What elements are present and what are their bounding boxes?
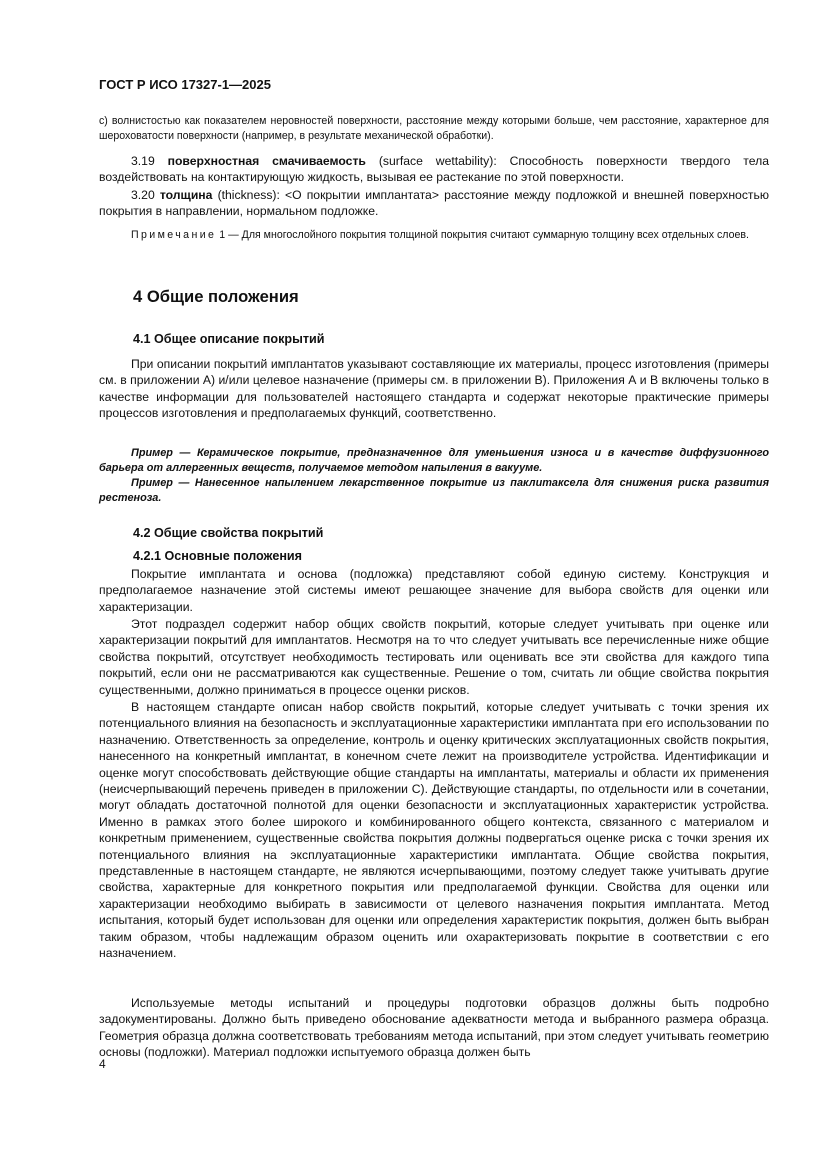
note-label: Примечание	[131, 229, 217, 241]
definition-term: толщина	[159, 188, 213, 202]
definition-3-20	[99, 187, 769, 220]
definition-number: 3.19	[131, 154, 168, 168]
paragraph-4: Используемые методы испытаний и процедуры подготовки образцов должны быть подробно задокументированы. Должно быть приведено обоснование адекватности метода и выбранного размера образца. Геометрия образца должна соответствовать требованиям метода испытаний, при этом следует учитывать геометрию основы (подложки). Материал подложки испытуемого образца должен быть	[99, 996, 769, 1060]
paragraph-c: с) волнистостью как показателем неровностей поверхности, расстояние между которыми больше, чем расстояние, характерное для шероховатости поверхности (например, в результате механической обработки).	[99, 115, 769, 142]
section-4-heading: 4 Общие положения	[133, 287, 299, 306]
note-text: 1 — Для многослойного покрытия толщиной покрытия считают суммарную толщину всех отдельных слоев.	[216, 229, 749, 241]
paragraph-2: Этот подраздел содержит набор общих свойств покрытий, которые следует учитывать при оценке или характеризации покрытий для имплантатов. Несмотря на то что следует учитывать все перечисленные ниже общие свойства покрытий, отсутствует необходимость тестировать или оценивать все эти свойства для каждого типа покрытий, если они не рассматриваются как существенные. Решение о том, считать ли общие свойства покрытия существенными, должно приниматься в процессе оценки рисков.	[99, 617, 769, 697]
page-number: 4	[99, 1057, 106, 1071]
document-header: ГОСТ Р ИСО 17327-1—2025	[99, 77, 271, 92]
definition-text: (thickness): <О покрытии имплантата> расстояние между подложкой и внешней поверхностью покрытия в направлении, нормальном подложке.	[99, 188, 770, 219]
example-1: Пример — Керамическое покрытие, предназначенное для уменьшения износа и в качестве диффузионного барьера от аллергенных веществ, получаемое методом напыления в вакууме.	[99, 447, 769, 474]
definition-3-19	[99, 153, 769, 186]
section-4-1-text: При описании покрытий имплантатов указывают составляющие их материалы, процесс изготовления (примеры см. в приложении А) и/или целевое назначение (примеры см. в приложении В). Приложения А и В включены только в качестве информации для пользователей настоящего стандарта и содержат некоторые практические примеры процессов изготовления и предполагаемых функций, соответственно.	[99, 357, 769, 421]
paragraph-3: В настоящем стандарте описан набор свойств покрытий, которые следует учитывать с точки зрения их потенциального влияния на безопасность и эксплуатационные характеристики имплантата при его использовании по назначению. Ответственность за определение, контроль и оценку критических эксплуатационных свойств покрытия, нанесенного на конкретный имплантат, в конечном счете лежит на производителе устройства. Идентификации и оценке могут способствовать действующие общие стандарты на имплантаты, материалы и области их применения (неисчерпывающий перечень приведен в приложении С). Действующие стандарты, по отдельности или в сочетании, могут обладать достаточной полнотой для оценки безопасности и эксплуатационных характеристик устройства. Именно в рамках этого более широкого и комбинированного общего контекста, связанного с материалом и конкретным применением, существенные свойства покрытия должны подвергаться оценке риска с точки зрения их потенциального влияния на эксплуатационные характеристики имплантата. Общие свойства покрытия, представленные в настоящем стандарте, не являются исчерпывающими, поэтому следует также учитывать другие свойства, характерные для конкретного покрытия или предполагаемой функции. Свойства для оценки или характеризации необходимо выбирать в зависимости от целевого назначения покрытия имплантата. Метод испытания, который будет использован для оценки или определения характеристик покрытия, должен быть выбран таким образом, чтобы надлежащим образом оценить или охарактеризовать покрытие в соответствии с его назначением.	[99, 700, 769, 961]
section-4-2-1-heading: 4.2.1 Основные положения	[133, 549, 303, 563]
example-2: Пример — Нанесенное напылением лекарственное покрытие из паклитаксела для снижения риска развития рестеноза.	[99, 477, 769, 504]
definition-term: поверхностная смачиваемость	[167, 154, 366, 168]
paragraph-1: Покрытие имплантата и основа (подложка) представляют собой единую систему. Конструкция и предполагаемое назначение этой системы имеют решающее значение для выбора свойств для оценки или характеризации.	[99, 567, 769, 614]
section-4-2-heading: 4.2 Общие свойства покрытий	[133, 526, 324, 540]
definition-text: (surface wettability): Способность поверхности твердого тела воздействовать на контактирующую жидкость, вызывая ее растекание по этой поверхности.	[99, 154, 769, 185]
section-4-1-heading: 4.1 Общее описание покрытий	[133, 332, 325, 346]
definition-number: 3.20	[131, 188, 160, 202]
note	[99, 228, 769, 243]
